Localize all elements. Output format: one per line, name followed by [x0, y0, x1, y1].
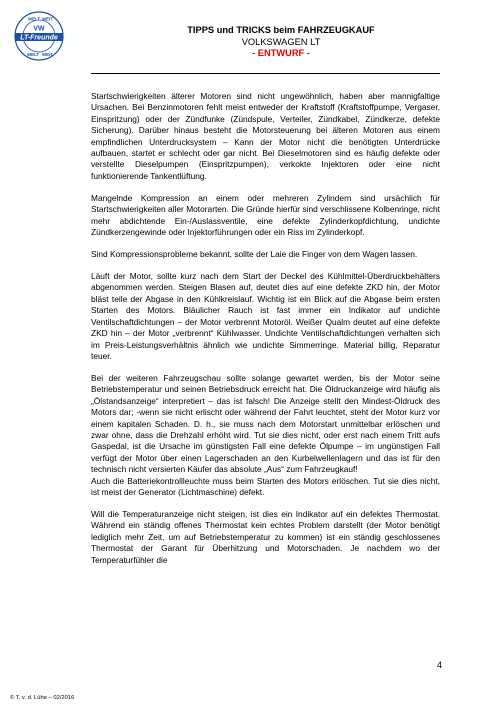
paragraph-oil-pressure: Bei der weiteren Fahrzeugschau sollte solange gewartet werden, bis der Motor seine Betriebstemperatur und seinen Betriebsdruck erreicht hat. Die Öldruckanzeige wird häufig als „Ölstandsanzeige“ interpretiert – das ist falsch! Die Anzeige stellt den Mindest-Öldruck des Motors dar; -wenn sie nicht erlischt oder während der Fahrt leuchtet, steht der Motor kurz vor einem kapitalen Schaden. D. h., sie muss nach dem Motorstart unmittelbar erlöschen und zwar ohne, dass die Drehzahl erhöht wird. Tut sie dies nicht, oder erst nach einem Tritt aufs Gaspedal, ist die Ursache im günstigsten Fall eine defekte Ölpumpe – im ungünstigen Fall verfügt der Motor über einen Lagerschaden an den Kurbelwellenlagern und das ist für den technisch nicht versierten Käufer das absolute „Aus“ zum Fahrzeugkauf! Auch die Batteriekontrollleuchte muss beim Starten des Motors erlöschen. Tut sie dies nicht, ist meist der Generator (Lichtmaschine) defekt.	[91, 372, 440, 497]
logo-ring-text-top-left: WELT	[28, 16, 41, 22]
header-subtitle: VOLKSWAGEN LT	[241, 36, 321, 47]
header-title: TIPPS und TRICKS beim FAHRZEUGKAUF	[187, 25, 375, 35]
page-number: 4	[436, 660, 442, 670]
logo-emblem: VW	[33, 25, 45, 33]
header-draft-label: - ENTWURF -	[252, 48, 310, 58]
logo-ring-text-bottom-left: WELT	[27, 52, 40, 57]
paragraph-exhaust-check: Läuft der Motor, sollte kurz nach dem Start der Deckel des Kühlmittel-Überdruckbehälters abgenommen werden. Steigen Blasen auf, deutet dies auf eine defekte ZKD hin, der Motor bläst teile der Abgase in den Kühlkreislauf. Wichtig ist ein Blick auf die Abgase beim ersten Starten des Motors. Bläulicher Rauch ist fast immer ein Indikator auf undichte Ventilschaftdichtungen – der Motor verbrennt Motoröl. Weißer Qualm deutet auf eine defekte ZKD hin – der Motor „verbrennt“ Kühlwasser. Undichte Ventilschaftdichtungen verhalten sich im Preis-Leistungsverhältnis ähnlich wie undichte Simmerringe. Material billig, Reparatur teuer.	[91, 271, 440, 361]
lt-freunde-logo-graphic	[14, 11, 64, 61]
page-header	[90, 25, 472, 60]
paragraph-starting-problems: Startschwierigkeiten älterer Motoren sind nicht ungewöhnlich, haben aber mannigfaltige Ursachen. Bei Benzinmotoren fehlt meist entweder der Kraftstoff (Kraftstoffpumpe, Vergaser, Einspritzung) oder der Zündfunke (Zündspule, Verteiler, Zündkabel, Zündkerze, defekte Sicherung). Darüber hinaus besteht die Motorsteuerung bei älteren Motoren aus einem empfindlichen Unterdrucksystem – Kann der Motor nicht die benötigten Unterdrücke aufbauen, startet er schlecht oder gar nicht. Bei Dieselmotoren sind es häufig defekte oder verstellte Dieselpumpen (Einspritzpumpen), verkokte Injektoren oder eine nicht funktionierende Tankentlüftung.	[91, 91, 440, 181]
document-body	[91, 91, 440, 577]
logo-brand: LT-Freunde	[20, 34, 58, 42]
lt-freunde-logo	[14, 11, 64, 61]
paragraph-compression: Mangelnde Kompression an einem oder mehreren Zylindern sind ursächlich für Startschwierigkeiten aller Motorarten. Die Gründe hierfür sind verschlissene Kolbenringe, nicht mehr abdichtende Ein-/Auslassventile, eine defekte Zylinderkopfdichtung, undichte Zündkerzengewinde oder Injektorführungen oder ein Riss im Zylinderkopf.	[91, 192, 440, 238]
logo-ring-text-bottom-right: WEIT	[42, 52, 53, 57]
footer-copyright: © T. v. d. Lühe – 02/2016	[10, 695, 75, 701]
paragraph-compression-advice: Sind Kompressionsprobleme bekannt, sollte der Laie die Finger von dem Wagen lassen.	[91, 249, 418, 260]
header-divider	[91, 73, 440, 74]
paragraph-thermostat: Will die Temperaturanzeige nicht steigen, ist dies ein Indikator auf ein defektes Thermostat. Während ein ständig offenes Thermostat kein echtes Problem darstellt (der Motor benötigt lediglich mehr Zeit, um auf Betriebstemperatur zu kommen) ist ein ständig geschlossenes Thermostat der Garant für Überhitzung und Motorschaden. Je nachdem wo der Temperaturfühler die	[91, 508, 440, 565]
logo-ring-text-top-right: WEIT	[42, 16, 53, 22]
